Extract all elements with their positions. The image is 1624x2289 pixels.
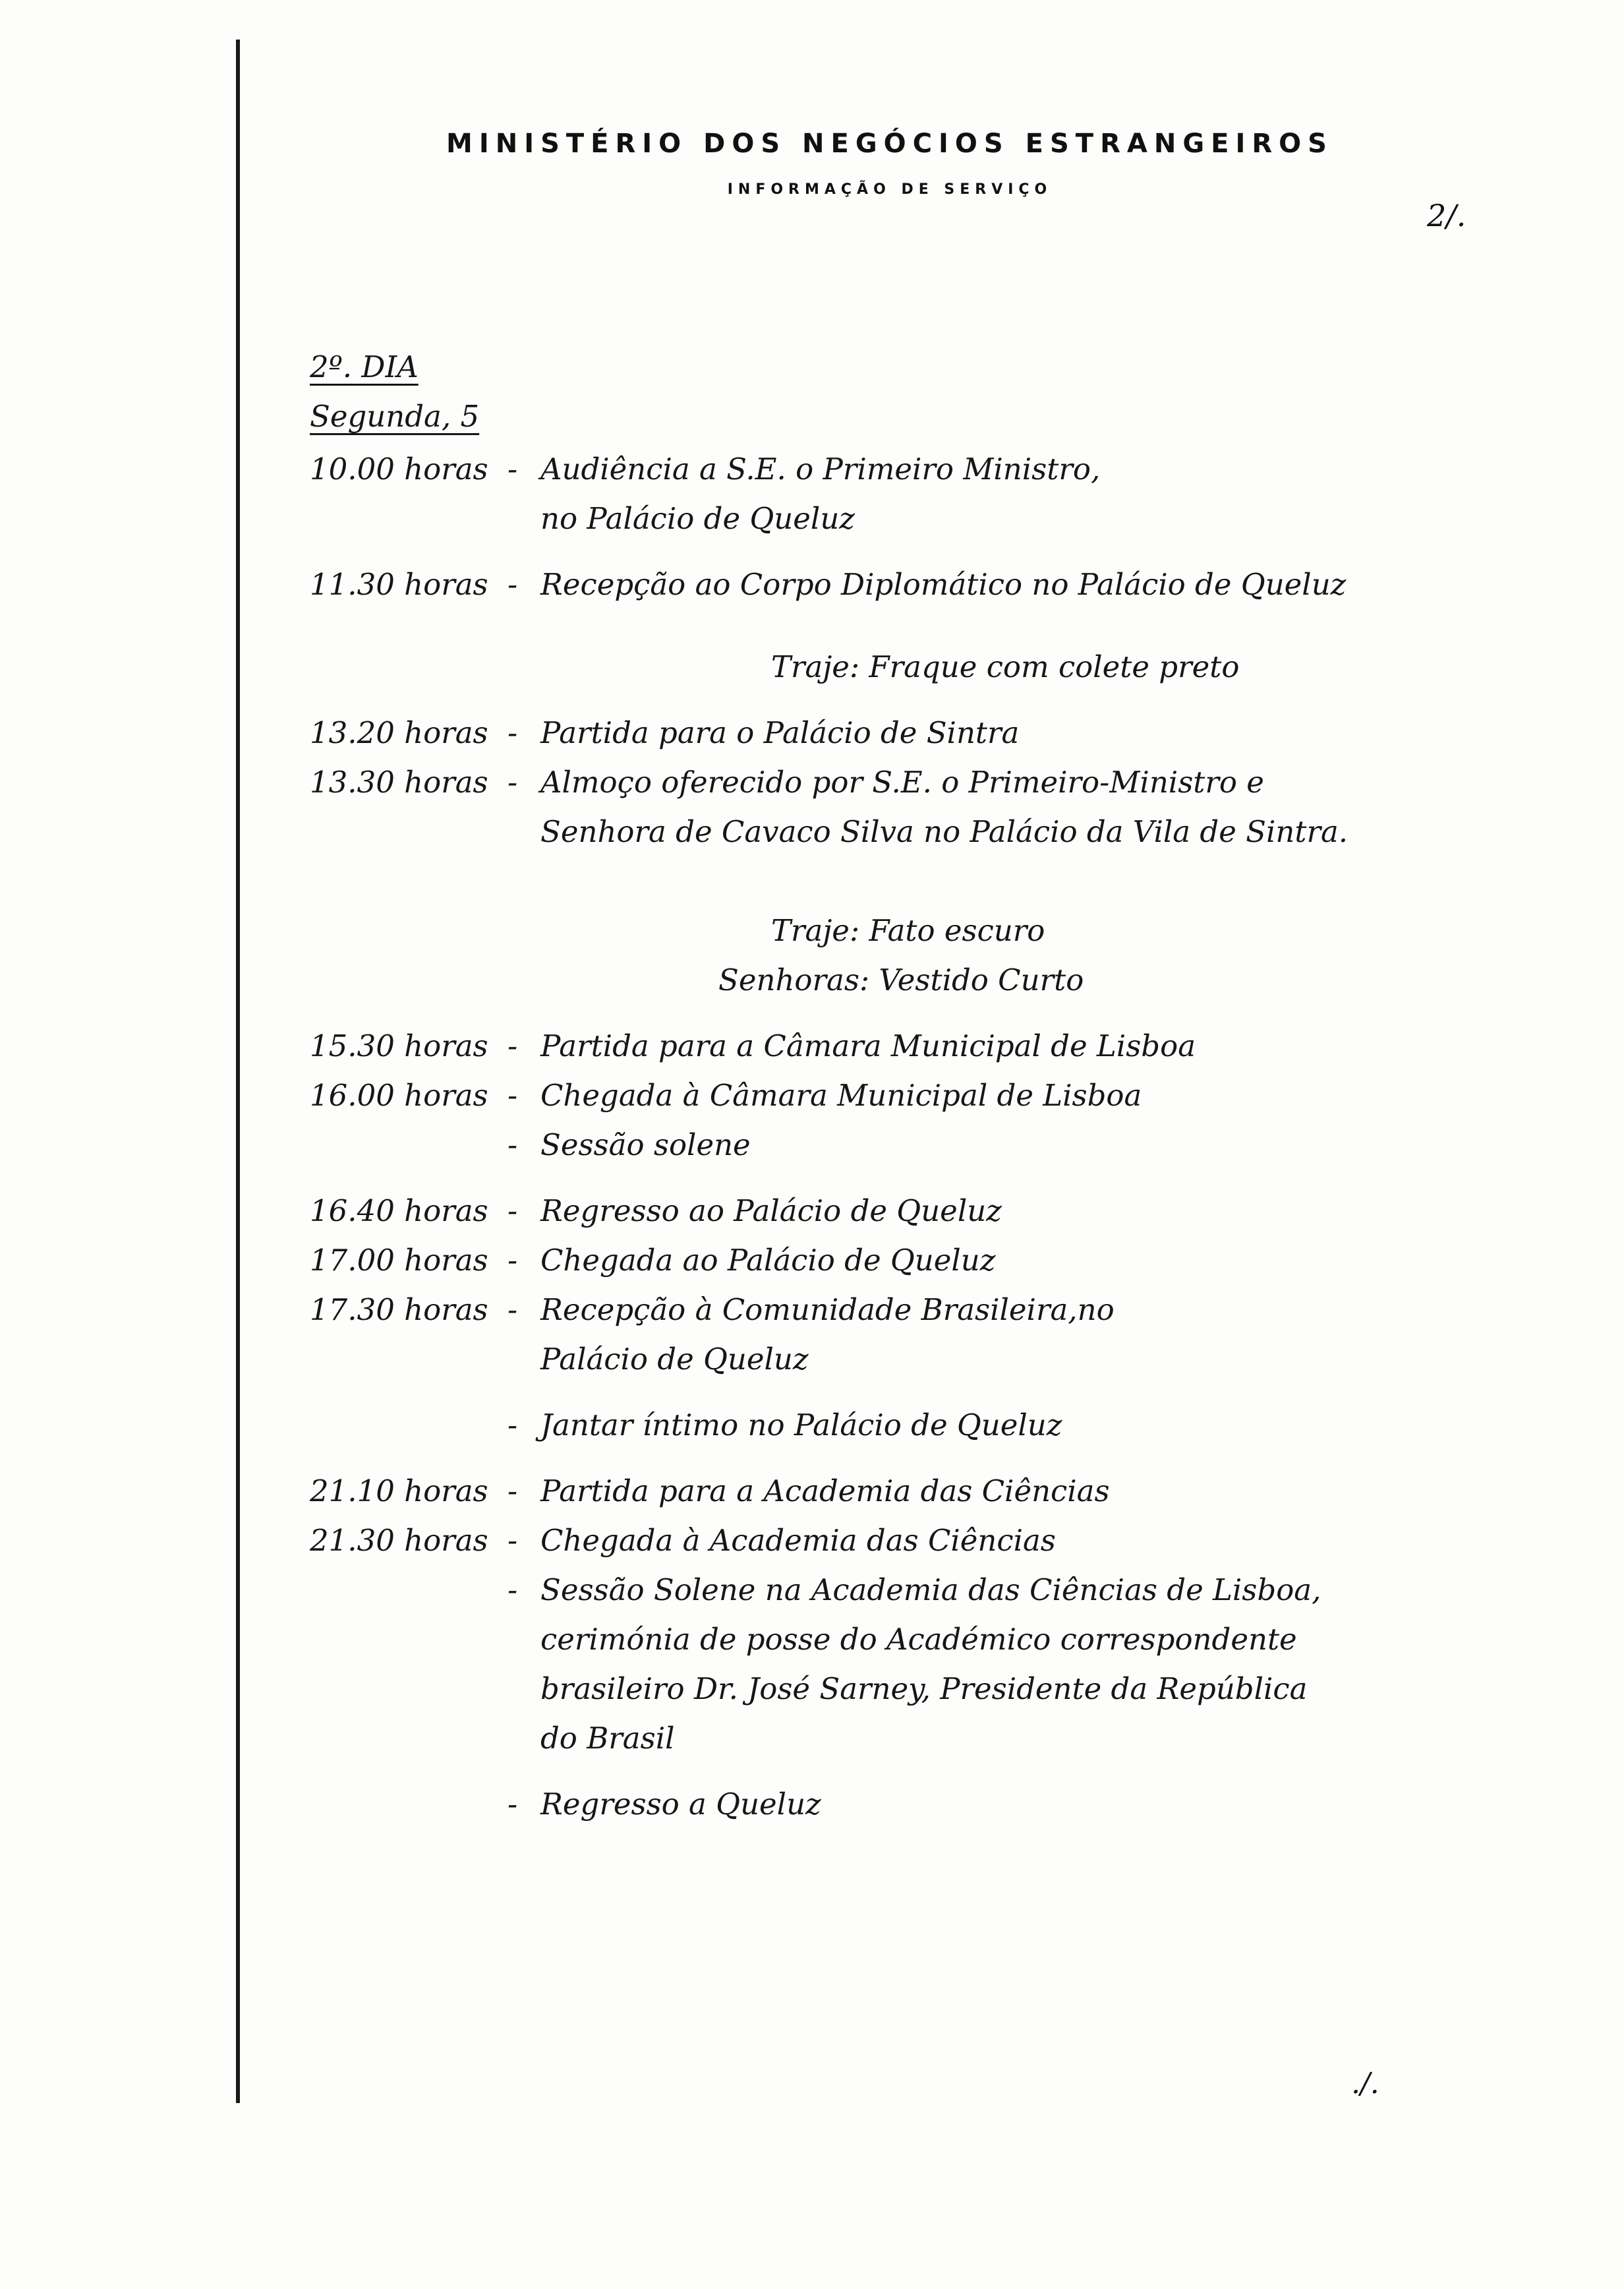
schedule-time: 16.00 horas [310,1078,488,1113]
schedule-item-line: Partida para a Academia das Ciências [540,1473,1110,1508]
schedule-item-line: no Palácio de Queluz [540,501,856,536]
schedule-item-line: brasileiro Dr. José Sarney, Presidente da República [540,1671,1308,1706]
schedule-dash: - [508,1243,518,1278]
schedule-dash: - [508,1292,518,1327]
schedule-item-line: Chegada à Câmara Municipal de Lisboa [540,1078,1142,1113]
attire-note: Senhoras: Vestido Curto [718,963,1084,997]
schedule-dash: - [508,567,518,602]
schedule-dash: - [508,1408,518,1442]
schedule-dash: - [508,1078,518,1113]
schedule-dash: - [508,1787,518,1822]
schedule-dash: - [508,715,518,750]
attire-note: Traje: Fato escuro [771,913,1045,948]
schedule-item-line: Partida para o Palácio de Sintra [540,715,1020,750]
margin-rule [236,40,240,2103]
schedule-time: 10.00 horas [310,452,488,487]
schedule-item-line: Senhora de Cavaco Silva no Palácio da Vila de Sintra. [540,814,1348,849]
schedule-item-line: Regresso ao Palácio de Queluz [540,1193,1002,1228]
schedule-time: 15.30 horas [310,1028,488,1063]
schedule-dash: - [508,765,518,800]
schedule-dash: - [508,452,518,487]
schedule-item-line: Recepção à Comunidade Brasileira,no [540,1292,1115,1327]
schedule-item-line: cerimónia de posse do Académico correspondente [540,1622,1297,1657]
schedule-dash: - [508,1523,518,1558]
schedule-time: 16.40 horas [310,1193,488,1228]
schedule-item-line: Chegada à Academia das Ciências [540,1523,1056,1558]
schedule-item-line: Partida para a Câmara Municipal de Lisboa [540,1028,1196,1063]
page-number: 2/. [1427,198,1466,233]
schedule-dash: - [508,1473,518,1508]
day-date: Segunda, 5 [310,399,480,434]
schedule-dash: - [508,1572,518,1607]
ministry-title: MINISTÉRIO DOS NEGÓCIOS ESTRANGEIROS [446,129,1333,159]
schedule-item-line: Chegada ao Palácio de Queluz [540,1243,996,1278]
schedule-item-line: Audiência a S.E. o Primeiro Ministro, [540,452,1101,487]
schedule-item-line: Jantar íntimo no Palácio de Queluz [540,1408,1062,1442]
schedule-time: 21.30 horas [310,1523,488,1558]
schedule-time: 21.10 horas [310,1473,488,1508]
schedule-time: 11.30 horas [310,567,488,602]
schedule-dash: - [508,1028,518,1063]
schedule-time: 17.30 horas [310,1292,488,1327]
schedule-time: 17.00 horas [310,1243,488,1278]
schedule-item-line: Sessão solene [540,1127,751,1162]
day-title: 2º. DIA [310,349,419,384]
schedule-item-line: do Brasil [540,1721,675,1756]
schedule-item-line: Recepção ao Corpo Diplomático no Palácio de Queluz [540,567,1347,602]
service-subtitle: INFORMAÇÃO DE SERVIÇO [727,181,1053,198]
schedule-item-line: Palácio de Queluz [540,1342,809,1377]
schedule-item-line: Regresso a Queluz [540,1787,821,1822]
schedule-item-line: Sessão Solene na Academia das Ciências de Lisboa, [540,1572,1321,1607]
schedule-dash: - [508,1127,518,1162]
schedule-time: 13.30 horas [310,765,488,800]
schedule-dash: - [508,1193,518,1228]
attire-note: Traje: Fraque com colete preto [771,649,1240,684]
schedule-item-line: Almoço oferecido por S.E. o Primeiro-Ministro e [540,765,1264,800]
schedule-time: 13.20 horas [310,715,488,750]
continuation-mark: ./. [1351,2067,1379,2100]
